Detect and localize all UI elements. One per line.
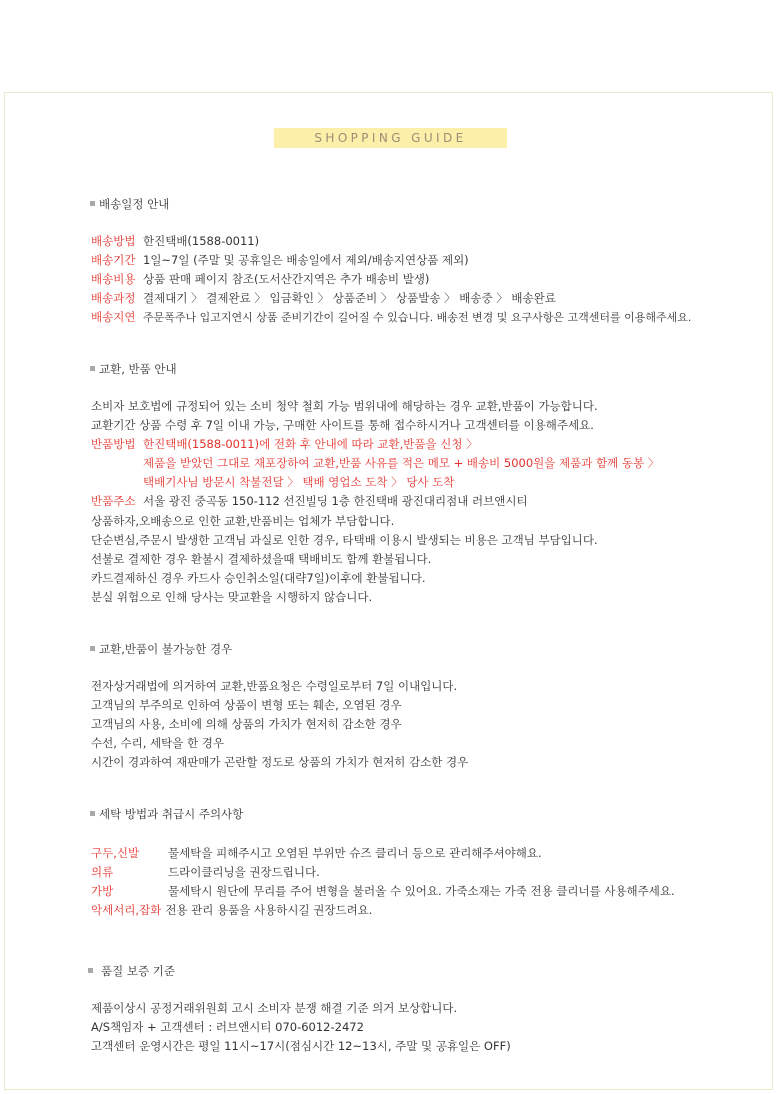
delivery-label: 배송방법	[91, 234, 136, 248]
bullet-icon	[90, 201, 95, 206]
return-address-label: 반품주소	[91, 494, 136, 508]
quality-heading-text: 품질 보증 기준	[101, 964, 175, 978]
delivery-row	[91, 309, 691, 326]
delivery-text: 상품 판매 페이지 참조(도서산간지역은 추가 배송비 발생)	[143, 272, 430, 286]
washing-label: 악세서리,잡화	[91, 903, 162, 917]
return-address: 서울 광진 중곡동 150-112 선진빌딩 1층 한진택배 광진대리점내 러브앤시티	[143, 494, 528, 508]
page-title: SHOPPING GUIDE	[314, 131, 467, 145]
exchange-period: 교환기간 상품 수령 후 7일 이내 가능, 구매한 사이트를 통해 접수하시거나 고객센터를 이용해주세요.	[91, 418, 594, 432]
delivery-label: 배송과정	[91, 291, 136, 305]
exchange-note: 선불로 결제한 경우 환불시 결제하셨을때 택배비도 함께 환불됩니다.	[91, 552, 432, 566]
delivery-row	[91, 290, 556, 306]
washing-text: 전용 관리 용품을 사용하시길 권장드려요.	[165, 903, 373, 917]
delivery-row	[91, 252, 469, 268]
washing-heading-text: 세탁 방법과 취급시 주의사항	[99, 807, 244, 821]
exchange-heading-text: 교환, 반품 안내	[99, 362, 177, 376]
washing-heading	[90, 806, 243, 822]
return-method-label: 반품방법	[91, 437, 136, 451]
delivery-heading	[90, 196, 169, 212]
quality-heading	[88, 963, 175, 979]
not-allowed-heading-text: 교환,반품이 불가능한 경우	[99, 642, 233, 656]
bullet-icon	[88, 968, 93, 973]
exchange-note: 단순변심,주문시 발생한 고객님 과실로 인한 경우, 타택배 이용시 발생되는 비용은 고객님 부담입니다.	[91, 533, 598, 547]
washing-row	[91, 902, 372, 918]
delivery-text: 한진택배(1588-0011)	[143, 234, 260, 248]
not-allowed-line: 시간이 경과하여 재판매가 곤란할 정도로 상품의 가치가 현저히 감소한 경우	[91, 755, 469, 769]
exchange-note: 분실 위험으로 인해 당사는 맞교환을 시행하지 않습니다.	[91, 590, 373, 604]
return-method-step: 한진택배(1588-0011)에 전화 후 안내에 따라 교환,반품을 신청 〉	[143, 437, 478, 451]
exchange-note: 카드결제하신 경우 카드사 승인취소일(대략7일)이후에 환불됩니다.	[91, 571, 426, 585]
exchange-heading	[90, 361, 177, 377]
delivery-row	[91, 271, 429, 287]
bullet-icon	[90, 366, 95, 371]
delivery-label: 배송지연	[91, 310, 136, 324]
washing-text: 물세탁을 피해주시고 오염된 부위만 슈즈 클리너 등으로 관리해주셔야해요.	[168, 846, 542, 860]
delivery-text: 결제대기 〉 결제완료 〉 입금확인 〉 상품준비 〉 상품발송 〉 배송중 〉 배송완료	[143, 291, 556, 305]
return-method-row	[91, 436, 478, 452]
return-address-row	[91, 493, 528, 509]
bullet-icon	[90, 646, 95, 651]
return-method-step: 제품을 받았던 그대로 재포장하여 교환,반품 사유를 적은 메모 + 배송비 5000원을 제품과 함께 동봉 〉	[143, 456, 660, 470]
washing-label: 가방	[91, 884, 114, 898]
washing-label: 의류	[91, 865, 114, 879]
quality-line: 제품이상시 공정거래위원회 고시 소비자 분쟁 해결 기준 의거 보상합니다.	[91, 1001, 458, 1015]
exchange-line: 소비자 보호법에 규정되어 있는 소비 청약 철회 가능 범위내에 해당하는 경우 교환,반품이 가능합니다.	[91, 399, 598, 413]
washing-row	[91, 845, 542, 861]
not-allowed-line: 고객님의 사용, 소비에 의해 상품의 가치가 현저히 감소한 경우	[91, 717, 402, 731]
delivery-label: 배송비용	[91, 272, 136, 286]
title-banner	[274, 128, 507, 148]
bullet-icon	[90, 811, 95, 816]
washing-label: 구두,신발	[91, 846, 140, 860]
delivery-label: 배송기간	[91, 253, 136, 267]
washing-row	[91, 864, 320, 880]
exchange-note: 상품하자,오배송으로 인한 교환,반품비는 업체가 부담합니다.	[91, 514, 395, 528]
not-allowed-heading	[90, 641, 232, 657]
delivery-heading-text: 배송일정 안내	[99, 197, 170, 211]
not-allowed-line: 수선, 수리, 세탁을 한 경우	[91, 736, 225, 750]
quality-line: 고객센터 운영시간은 평일 11시~17시(점심시간 12~13시, 주말 및 공휴일은 OFF)	[91, 1039, 511, 1053]
not-allowed-line: 고객님의 부주의로 인하여 상품이 변형 또는 훼손, 오염된 경우	[91, 698, 402, 712]
delivery-text: 1일~7일 (주말 및 공휴일은 배송일에서 제외/배송지연상품 제외)	[143, 253, 469, 267]
washing-text: 드라이클리닝을 권장드립니다.	[168, 865, 320, 879]
delivery-text: 주문폭주나 입고지연시 상품 준비기간이 길어질 수 있습니다. 배송전 변경 및 요구사항은 고객센터를 이용해주세요.	[143, 311, 692, 324]
quality-line: A/S책임자 + 고객센터 : 러브앤시티 070-6012-2472	[91, 1020, 364, 1034]
washing-row	[91, 883, 675, 899]
return-method-step: 택배기사님 방문시 착불전달 〉 택배 영업소 도착 〉 당사 도착	[143, 475, 455, 489]
not-allowed-line: 전자상거래법에 의거하여 교환,반품요청은 수령일로부터 7일 이내입니다.	[91, 679, 458, 693]
washing-text: 물세탁시 원단에 무리를 주어 변형을 불러올 수 있어요. 가죽소재는 가죽 전용 클리너를 사용해주세요.	[168, 884, 675, 898]
delivery-row	[91, 233, 259, 249]
